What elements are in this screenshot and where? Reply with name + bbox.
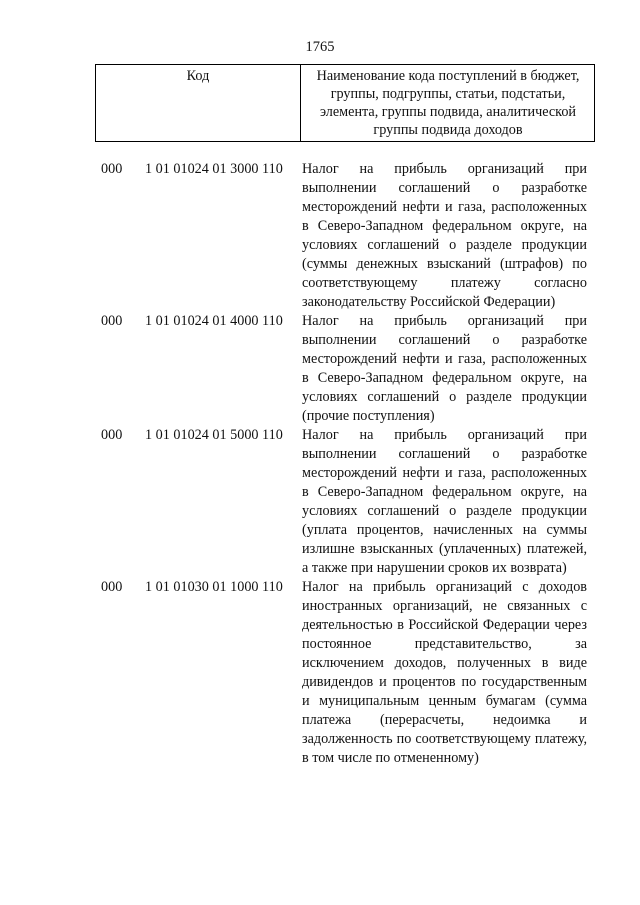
admin-code: 000	[101, 313, 123, 329]
revenue-name: Налог на прибыль организаций с доходов иностранных организаций, не связанных с деятельностью в Российской Федерации через постоянное представительство, за исключением доходов, полученных в виде дивидендов и процентов по государственным и муниципальным ценным бумагам (сумма платежа (перерасчеты, недоимка и задолженность по соответствующему платежу, в том числе по отмененному)	[302, 579, 587, 766]
name-column-header: Наименование кода поступлений в бюджет, группы, подгруппы, статьи, подстатьи, элемента, группы подвида, аналитической группы подвида доходов	[316, 68, 580, 138]
revenue-code: 1 01 01024 01 5000 110	[145, 427, 283, 443]
revenue-name: Налог на прибыль организаций при выполнении соглашений о разработке месторождений нефти и газа, расположенных в Северо-Западном федеральном округе, на условиях соглашений о разделе продукции (суммы денежных взысканий (штрафов) по соответствующему платежу согласно законодательству Российской Федерации)	[302, 161, 587, 310]
page-number: 1765	[305, 39, 335, 55]
revenue-code: 1 01 01024 01 4000 110	[145, 313, 283, 329]
admin-code: 000	[101, 427, 123, 443]
table-row	[0, 578, 640, 768]
revenue-code: 1 01 01030 01 1000 110	[145, 579, 283, 595]
admin-code: 000	[101, 579, 123, 595]
revenue-name: Налог на прибыль организаций при выполнении соглашений о разработке месторождений нефти и газа, расположенных в Северо-Западном федеральном округе, на условиях соглашений о разделе продукции (прочие поступления)	[302, 313, 587, 424]
table-row	[0, 160, 640, 312]
table-body	[0, 160, 640, 768]
table-header	[95, 64, 595, 142]
revenue-name: Налог на прибыль организаций при выполнении соглашений о разработке месторождений нефти и газа, расположенных в Северо-Западном федеральном округе, на условиях соглашений о разделе продукции (уплата процентов, начисленных на суммы излишне взысканных (уплаченных) платежей, а также при нарушении сроков их возврата)	[302, 427, 587, 576]
table-row	[0, 312, 640, 426]
admin-code: 000	[101, 161, 123, 177]
revenue-code: 1 01 01024 01 3000 110	[145, 161, 283, 177]
table-row	[0, 426, 640, 578]
code-column-header: Код	[186, 68, 210, 84]
